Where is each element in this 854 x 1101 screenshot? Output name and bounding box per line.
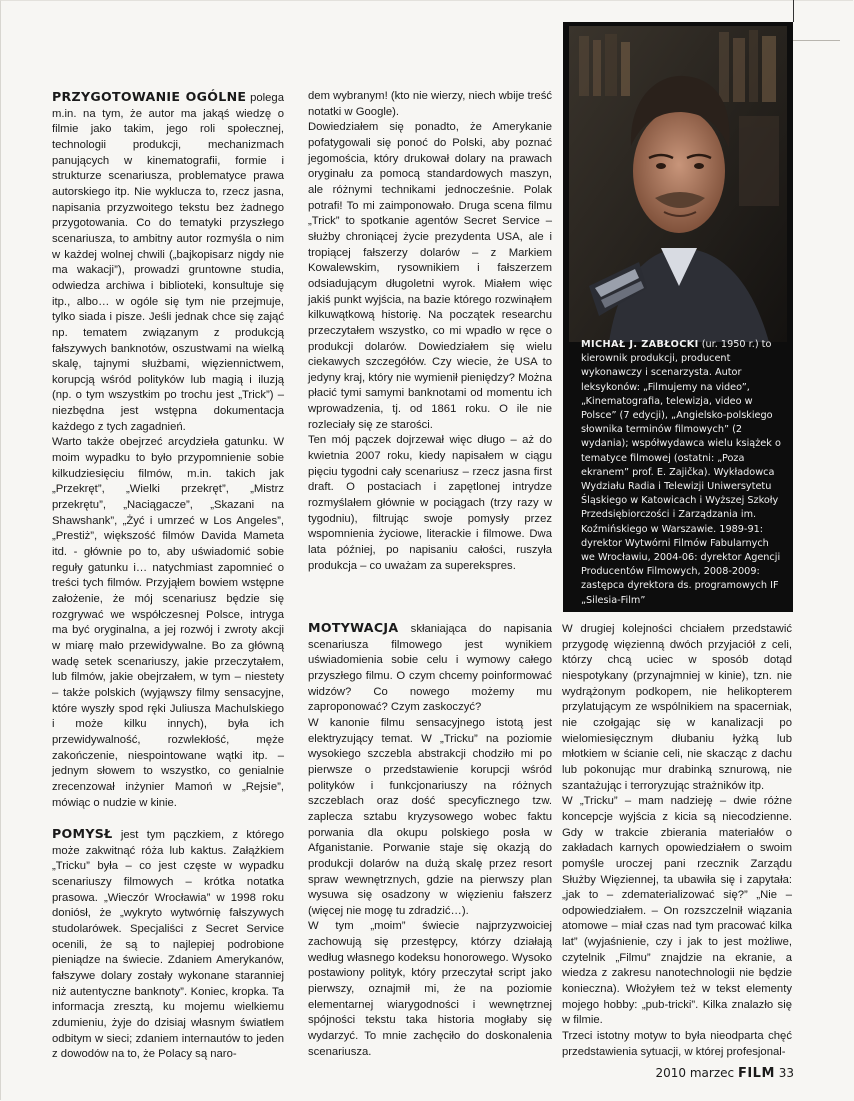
paragraph-pomysl [52, 826, 284, 1063]
author-photo [569, 26, 787, 342]
section-lead-motywacja: MOTYWACJA [308, 620, 399, 635]
paragraph-trzeci-motyw: Trzeci istotny motyw to była nieodparta chęć przedstawienia sytuacji, w której profesjonal- [562, 1030, 792, 1058]
column-2 [308, 89, 552, 574]
magazine-name: FILM [737, 1066, 775, 1081]
column-1-lower [52, 826, 284, 1063]
paragraph-motywacja [308, 620, 552, 716]
paragraph-arcydziela: Warto także obejrzeć arcydzieła gatunku. W moim wypadku to było przypomnienie sobie kilkudziesięciu filmów, m.in. takich jak „Przekręt”, „Wielki przekręt”, „Mistrz przekrętu”, „Naciągacze”, „Skazani na Shawshank”, „Żyć i umrzeć w Los Angeles”, „Prestiż”, większość filmów Davida Mameta itd. - głównie po to, aby uświadomić sobie reguły gatunku i… natychmiast zapomnieć o treści tych filmów. Przyjąłem bowiem wstępne założenie, że mój scenariusz będzie się rozgrywać we współczesnej Polsce, intryga ma być oryginalna, a jej rozwój i zwroty akcji w miarę mało przewidywalne. Bo za główną wadę setek scenariuszy, jakie przeczytałem, lub filmów, jakie obejrzałem, w tym – niestety – także polskich (wyjąwszy filmy sensacyjne, które wyszły spod ręki Juliusza Machulskiego i może kilku innych), była ich przewidywalność, rozwlekłość, męże zakończenie, niespointowane wątki itp. – jednym słowem to wszystko, co genialnie zrecenzował inżynier Mamoń w „Rejsie”, mówiąc o nudzie w kinie. [52, 436, 284, 809]
paragraph-text: skłaniająca do napisania scenariusza filmowego jest wynikiem uświadomienia sobie celu i wymowy całego przyszłego filmu. O czym chcemy poinformować widzów? Co nowego możemy mu zaproponować? Czym zaskoczyć? [308, 623, 552, 714]
paragraph-text: jest tym pączkiem, z którego może zakwitnąć róża lub kaktus. Załążkiem „Tricku” była – co jest częste w wypadku scenariuszy filmowych – krótka notatka prasowa. „Wieczór Wrocławia” w 1998 roku doniósł, że „wykryto wytwórnię fałszywych studolarówek. Specjaliści z Secret Service ocenili, że są to najlepiej podrobione pieniądze na świecie. Zdaniem Amerykanów, fałszywe dolary zostały wykonane staranniej niż autentyczne banknoty”. Koniec, kropka. Ta informacja zresztą, ku mojemu wielkiemu zdumieniu, żyje do dzisiaj własnym światłem odbitym w sieci; zdaniem internautów to jeden z dowodów na to, że Polacy są naro- [52, 829, 285, 1061]
column-1 [52, 89, 284, 811]
section-lead-przygotowanie: PRZYGOTOWANIE OGÓLNE [52, 89, 247, 104]
page-edge-line [790, 40, 840, 41]
corner-crop-mark [793, 0, 794, 22]
author-caption [581, 338, 781, 608]
paragraph-first-draft: Ten mój pączek dojrzewał więc długo – aż do kwietnia 2007 roku, kiedy napisałem w ciągu pięciu tygodni cały scenariusz – rzecz jasna first draft. O postaciach i zapętlonej intrydze rozmyślałem głównie w pociągach (trzy razy w tygodniu), filtrując swoje pomysły przez wspomnienia życiowe, literackie i filmowe. Dwa lata później, po napisaniu całości, ruszyła produkcja – co uważam za superekspres. [308, 434, 552, 572]
paragraph-kanon: W kanonie filmu sensacyjnego istotą jest elektryzujący temat. W „Tricku” na poziomie wysokiego szczebla abstrakcji chodziło mi po pierwsze o przedstawienie korupcji wśród polityków i funkcjonariuszy na różnych szczeblach oraz dość specyficznego tzw. zaplecza sztabu kryzysowego wobec faktu porwania dla okupu polskiego posła w Afganistanie. Porwanie staje się okazją do produkcji dolarów na dużą skalę przez resort spraw wewnętrznych, gdzie na pierwszy plan wysuwa się osadzony w więzieniu fałszerz (więcej nie mogę tu zdradzić…). [308, 716, 552, 917]
paragraph-continuation: dem wybranym! (kto nie wierzy, niech wbije treść notatki w Google). [308, 90, 553, 118]
author-bio: (ur. 1950 r.) to kierownik produkcji, producent wykonawczy i scenarzysta. Autor leksykonów: „Filmujemy na video”, „Kinematografia, telewizja, video w Polsce” (7 edycji), „Angielsko-polskiego słownika terminów filmowych” (2 wydania); współwydawca wielu książek o tematyce filmowej (ostatni: „Poza ekranem” prof. E. Zajička). Wykładowca Wydziału Radia i Telewizji Uniwersytetu Śląskiego w Katowicach i Wyższej Szkoły Przedsiębiorczości i Zarządzania im. Koźmińskiego w Warszawie. 1989-91: dyrektor Wytwórni Filmów Fabularnych we Wrocławiu, 2004-06: dyrektor Agencji Producentów Filmowych, 2008-2009: zastępca dyrektora ds. programowych IF „Silesia-Film” [581, 339, 781, 606]
section-lead-pomysl: POMYSŁ [52, 826, 113, 841]
column-2-lower [308, 620, 552, 1060]
paragraph-ucieczka: W drugiej kolejności chciałem przedstawić przygodę więzienną dwóch przyjaciół z celi, którzy chcą uciec w sposób dotąd niespotykany (przynajmniej w kinie), tzn. nie wydrążonym podkopem, nie helikopterem przylatującym ze wspólnikiem na spacerniak, nie czołgając się w kanalizacji po wielomiesięcznym dłubaniu łyżką lub młotkiem w ścianie celi, nie skacząc z dachu lub pokonując mur drabinką sznurową, nie szantażując i terroryzując strażników itp. [562, 623, 792, 792]
column-3 [562, 622, 792, 1060]
paragraph-przygotowanie [52, 89, 284, 435]
page-footer [656, 1066, 794, 1081]
issue-date: 2010 marzec [655, 1066, 735, 1080]
author-photo-box [563, 22, 793, 612]
author-portrait-image [569, 26, 787, 342]
author-name: MICHAŁ J. ZABŁOCKI [581, 339, 699, 350]
paragraph-secret-service: Dowiedziałem się ponadto, że Amerykanie pofatygowali się ponoć do Polski, aby poznać jegomościa, który drukował dolary na prawach oryginału za pomocą standardowych maszyn, ale różnymi technikami jednocześnie. Polak potrafi! To mi zaimponowało. Druga scena filmu „Trick” to spotkanie agentów Secret Service – służby chroniącej życie prezydenta USA, ale i tropiącej fałszerzy dolarów – z Markiem Kowalewskim, rysownikiem i fałszerzem odsiadującym długoletni wyrok. Miałem więc jakiś punkt wyjścia, na bazie którego rozwinąłem kilkuwątkową historię. Na początek researchu przeczytałem wszystko, co mi wpadło w ręce o produkcji dolarów. Dowiedziałem się wielu ciekawych szczegółów. Czy wiecie, że USA to jedyny kraj, który nie wymienił pieniędzy? Można płacić tymi samymi banknotami od momentu ich wprowadzenia, tj. od 1861 roku. O ile nie rozleciały się ze starości. [308, 121, 552, 431]
paragraph-moim-swiecie: W tym „moim” świecie najprzyzwoiciej zachowują się przestępcy, którzy działają według własnego kodeksu honorowego. Wysoko postawiony polityk, który przeczytał script jako pierwszy, oznajmił mi, że na poziomie elementarnej wiarygodności i wewnętrznej spójności tekstu taka historia mogłaby się wydarzyć. To mnie zachęciło do doskonalenia scenariusza. [308, 920, 552, 1058]
paragraph-text: polega m.in. na tym, że autor ma jakąś wiedzę o filmie jako takim, jego roli społecznej, technologii produkcji, mechanizmach panujących w kinematografii, formie i strukturze scenariusza, problematyce prawa autorskiego itp. Nie wyklucza to, rzecz jasna, napisania przyzwoitego tekstu bez żadnego przygotowania. Co do tematyki przyszłego scenariusza, to ambitny autor rozmyśla o nim w każdej wolnej chwili („bajkopisarz nigdy nie ma wakacji”), prowadzi gruntowne studia, odwiedza archiwa i biblioteki, konsultuje się itp., albo… w ogóle się tym nie przejmuje, tylko siada i pisze. Jeśli jednak chce się zająć np. tematem związanym z produkcją fałszywych banknotów, oszustwami na wielką skalę, tajnymi służbami, więziennictwem, korupcją wśród polityków lub magią i iluzją (np. o tym wszystkim po trochu jest „Trick”) – niezbędna jest wstępna dokumentacja każdego z tych zagadnień. [52, 92, 284, 433]
page-number: 33 [778, 1066, 794, 1080]
paragraph-tricku: W „Tricku” – mam nadzieję – dwie różne koncepcje wyjścia z kicia są niecodzienne. Gdy w trakcie zbierania materiałów o zakładach karnych opowiedziałem o swoim pomyśle uroczej pani rzecznik Zarządu Służby Więziennej, ta ubawiła się i zapytała: „jak to – zdematerializować się?” „Nie – odpowiedziałem. – On rozszczelnił wiązania atomowe – miał czas nad tym pracować kilka lat” (wyjaśnienie, czy i jak to jest możliwe, czytelnik „Filmu” znajdzie na ekranie, a wiedza z zakresu nanotechnologii nie będzie konieczna). Włożyłem też w tekst elementy mojego hobby: „pub-tricki”. Kilka znalazło się w filmie. [562, 795, 792, 1027]
